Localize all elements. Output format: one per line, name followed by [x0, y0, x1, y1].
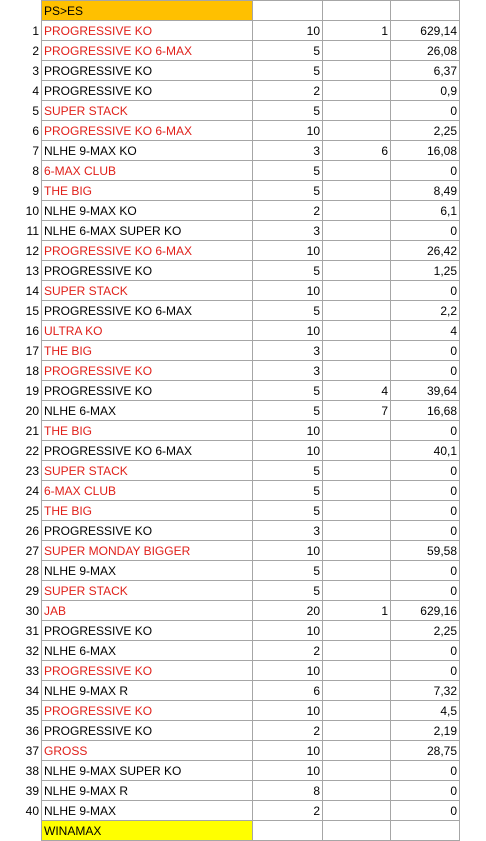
- count-cell[interactable]: 3: [253, 341, 323, 361]
- amount-cell[interactable]: 6,1: [391, 201, 460, 221]
- count-cell[interactable]: 10: [253, 701, 323, 721]
- row-number: 14: [0, 281, 42, 301]
- place-cell[interactable]: [323, 281, 391, 301]
- amount-cell[interactable]: 4: [391, 321, 460, 341]
- count-cell[interactable]: 5: [253, 61, 323, 81]
- table-row: [0, 181, 460, 201]
- place-cell[interactable]: 4: [323, 381, 391, 401]
- count-cell[interactable]: 2: [253, 801, 323, 821]
- amount-cell[interactable]: 16,68: [391, 401, 460, 421]
- table-row: [0, 461, 460, 481]
- row-number: 39: [0, 781, 42, 801]
- tournament-name-cell[interactable]: PROGRESSIVE KO 6-MAX: [42, 241, 253, 261]
- place-cell[interactable]: [323, 241, 391, 261]
- header-row: [0, 1, 460, 21]
- tournament-name-cell[interactable]: PROGRESSIVE KO: [42, 21, 253, 41]
- place-cell[interactable]: [323, 481, 391, 501]
- amount-cell[interactable]: 39,64: [391, 381, 460, 401]
- table-row: [0, 681, 460, 701]
- table-row: [0, 581, 460, 601]
- row-number: [0, 1, 42, 21]
- tournament-name-cell[interactable]: THE BIG: [42, 181, 253, 201]
- table-row: [0, 521, 460, 541]
- count-cell[interactable]: 3: [253, 361, 323, 381]
- tournament-name-cell[interactable]: NLHE 9-MAX R: [42, 781, 253, 801]
- empty-cell[interactable]: [391, 821, 460, 841]
- tournament-name-cell[interactable]: NLHE 9-MAX: [42, 801, 253, 821]
- table-row: [0, 641, 460, 661]
- amount-cell[interactable]: 0: [391, 661, 460, 681]
- tournament-name-cell[interactable]: PROGRESSIVE KO: [42, 701, 253, 721]
- tournament-name-cell[interactable]: SUPER STACK: [42, 281, 253, 301]
- amount-cell[interactable]: 8,49: [391, 181, 460, 201]
- place-cell[interactable]: [323, 701, 391, 721]
- place-cell[interactable]: [323, 441, 391, 461]
- empty-cell[interactable]: [253, 821, 323, 841]
- tournament-name-cell[interactable]: NLHE 9-MAX SUPER KO: [42, 761, 253, 781]
- count-cell[interactable]: 5: [253, 181, 323, 201]
- place-cell[interactable]: [323, 421, 391, 441]
- amount-cell[interactable]: 40,1: [391, 441, 460, 461]
- place-cell[interactable]: [323, 41, 391, 61]
- count-cell[interactable]: 5: [253, 561, 323, 581]
- row-number: 16: [0, 321, 42, 341]
- amount-cell[interactable]: 2,25: [391, 121, 460, 141]
- amount-cell[interactable]: 0: [391, 561, 460, 581]
- place-cell[interactable]: [323, 301, 391, 321]
- table-row: [0, 401, 460, 421]
- row-number: 25: [0, 501, 42, 521]
- empty-cell[interactable]: [323, 1, 391, 21]
- tournament-name-cell[interactable]: PROGRESSIVE KO 6-MAX: [42, 41, 253, 61]
- table-row: [0, 321, 460, 341]
- place-cell[interactable]: [323, 461, 391, 481]
- tournament-name-cell[interactable]: 6-MAX CLUB: [42, 161, 253, 181]
- count-cell[interactable]: 10: [253, 121, 323, 141]
- row-number: 4: [0, 81, 42, 101]
- tournament-name-cell[interactable]: PROGRESSIVE KO: [42, 81, 253, 101]
- table-row: [0, 261, 460, 281]
- place-cell[interactable]: [323, 541, 391, 561]
- amount-cell[interactable]: 0: [391, 361, 460, 381]
- table-row: [0, 101, 460, 121]
- amount-cell[interactable]: 0: [391, 761, 460, 781]
- tournament-name-cell[interactable]: NLHE 9-MAX KO: [42, 141, 253, 161]
- row-number: 26: [0, 521, 42, 541]
- table-row: [0, 241, 460, 261]
- empty-cell[interactable]: [323, 821, 391, 841]
- amount-cell[interactable]: 0: [391, 341, 460, 361]
- amount-cell[interactable]: 629,14: [391, 21, 460, 41]
- place-cell[interactable]: [323, 81, 391, 101]
- table-row: [0, 481, 460, 501]
- count-cell[interactable]: 10: [253, 761, 323, 781]
- row-number: 21: [0, 421, 42, 441]
- count-cell[interactable]: 5: [253, 461, 323, 481]
- place-cell[interactable]: [323, 361, 391, 381]
- table-row: [0, 781, 460, 801]
- amount-cell[interactable]: 2,19: [391, 721, 460, 741]
- tournament-name-cell[interactable]: SUPER MONDAY BIGGER: [42, 541, 253, 561]
- amount-cell[interactable]: 0: [391, 641, 460, 661]
- place-cell[interactable]: [323, 781, 391, 801]
- amount-cell[interactable]: 0: [391, 481, 460, 501]
- tournament-name-cell[interactable]: SUPER STACK: [42, 461, 253, 481]
- tournament-name-cell[interactable]: NLHE 6-MAX: [42, 641, 253, 661]
- row-number: 31: [0, 621, 42, 641]
- table-row: [0, 301, 460, 321]
- tournament-name-cell[interactable]: SUPER STACK: [42, 581, 253, 601]
- tournament-name-cell[interactable]: THE BIG: [42, 421, 253, 441]
- count-cell[interactable]: 10: [253, 741, 323, 761]
- place-cell[interactable]: [323, 621, 391, 641]
- amount-cell[interactable]: 28,75: [391, 741, 460, 761]
- row-number: 37: [0, 741, 42, 761]
- table-row: [0, 541, 460, 561]
- place-cell[interactable]: [323, 61, 391, 81]
- table-row: [0, 741, 460, 761]
- tournament-name-cell[interactable]: NLHE 6-MAX SUPER KO: [42, 221, 253, 241]
- table-row: [0, 441, 460, 461]
- row-number: 32: [0, 641, 42, 661]
- row-number: 27: [0, 541, 42, 561]
- footer-row: [0, 821, 460, 841]
- amount-cell[interactable]: 2,2: [391, 301, 460, 321]
- amount-cell[interactable]: 0: [391, 281, 460, 301]
- row-number: 5: [0, 101, 42, 121]
- table-row: [0, 41, 460, 61]
- table-row: [0, 141, 460, 161]
- count-cell[interactable]: 10: [253, 421, 323, 441]
- table-row: [0, 761, 460, 781]
- count-cell[interactable]: 8: [253, 781, 323, 801]
- place-cell[interactable]: [323, 721, 391, 741]
- table-row: [0, 221, 460, 241]
- section-header-cell[interactable]: PS>ES: [42, 1, 253, 21]
- place-cell[interactable]: [323, 521, 391, 541]
- count-cell[interactable]: 5: [253, 301, 323, 321]
- amount-cell[interactable]: 0: [391, 161, 460, 181]
- amount-cell[interactable]: 4,5: [391, 701, 460, 721]
- row-number: 3: [0, 61, 42, 81]
- count-cell[interactable]: 6: [253, 681, 323, 701]
- count-cell[interactable]: 5: [253, 381, 323, 401]
- table-row: [0, 61, 460, 81]
- table-row: [0, 561, 460, 581]
- count-cell[interactable]: 5: [253, 401, 323, 421]
- table-row: [0, 361, 460, 381]
- row-number: 29: [0, 581, 42, 601]
- table-row: [0, 161, 460, 181]
- amount-cell[interactable]: 1,25: [391, 261, 460, 281]
- empty-cell[interactable]: [253, 1, 323, 21]
- place-cell[interactable]: [323, 201, 391, 221]
- tournament-name-cell[interactable]: PROGRESSIVE KO 6-MAX: [42, 121, 253, 141]
- count-cell[interactable]: 20: [253, 601, 323, 621]
- table-row: [0, 121, 460, 141]
- tournament-name-cell[interactable]: NLHE 9-MAX R: [42, 681, 253, 701]
- table-row: [0, 721, 460, 741]
- tournament-name-cell[interactable]: PROGRESSIVE KO: [42, 61, 253, 81]
- tournament-name-cell[interactable]: THE BIG: [42, 341, 253, 361]
- count-cell[interactable]: 5: [253, 161, 323, 181]
- table-row: [0, 341, 460, 361]
- tournament-name-cell[interactable]: SUPER STACK: [42, 101, 253, 121]
- table-row: [0, 701, 460, 721]
- row-number: 9: [0, 181, 42, 201]
- table-row: [0, 801, 460, 821]
- count-cell[interactable]: 2: [253, 721, 323, 741]
- amount-cell[interactable]: 0: [391, 221, 460, 241]
- row-number: 30: [0, 601, 42, 621]
- count-cell[interactable]: 10: [253, 621, 323, 641]
- place-cell[interactable]: [323, 741, 391, 761]
- row-number: 20: [0, 401, 42, 421]
- amount-cell[interactable]: 629,16: [391, 601, 460, 621]
- count-cell[interactable]: 2: [253, 201, 323, 221]
- tournament-name-cell[interactable]: PROGRESSIVE KO 6-MAX: [42, 441, 253, 461]
- count-cell[interactable]: 10: [253, 21, 323, 41]
- amount-cell[interactable]: 0,9: [391, 81, 460, 101]
- table-row: [0, 201, 460, 221]
- table-row: [0, 601, 460, 621]
- count-cell[interactable]: 3: [253, 141, 323, 161]
- amount-cell[interactable]: 26,08: [391, 41, 460, 61]
- tournament-name-cell[interactable]: PROGRESSIVE KO: [42, 721, 253, 741]
- place-cell[interactable]: [323, 681, 391, 701]
- tournament-name-cell[interactable]: NLHE 9-MAX: [42, 561, 253, 581]
- place-cell[interactable]: 1: [323, 21, 391, 41]
- row-number: 1: [0, 21, 42, 41]
- amount-cell[interactable]: 0: [391, 421, 460, 441]
- table-row: [0, 661, 460, 681]
- row-number: 15: [0, 301, 42, 321]
- tournament-name-cell[interactable]: NLHE 9-MAX KO: [42, 201, 253, 221]
- place-cell[interactable]: [323, 221, 391, 241]
- count-cell[interactable]: 5: [253, 261, 323, 281]
- row-number: 40: [0, 801, 42, 821]
- tournament-name-cell[interactable]: 6-MAX CLUB: [42, 481, 253, 501]
- count-cell[interactable]: 5: [253, 581, 323, 601]
- amount-cell[interactable]: 0: [391, 781, 460, 801]
- place-cell[interactable]: [323, 661, 391, 681]
- amount-cell[interactable]: 0: [391, 501, 460, 521]
- row-number: 34: [0, 681, 42, 701]
- count-cell[interactable]: 10: [253, 281, 323, 301]
- amount-cell[interactable]: 0: [391, 521, 460, 541]
- count-cell[interactable]: 10: [253, 441, 323, 461]
- table-row: [0, 621, 460, 641]
- row-number: 35: [0, 701, 42, 721]
- amount-cell[interactable]: 26,42: [391, 241, 460, 261]
- place-cell[interactable]: [323, 561, 391, 581]
- row-number: 17: [0, 341, 42, 361]
- count-cell[interactable]: 3: [253, 521, 323, 541]
- tournament-name-cell[interactable]: PROGRESSIVE KO: [42, 361, 253, 381]
- amount-cell[interactable]: 0: [391, 581, 460, 601]
- place-cell[interactable]: [323, 641, 391, 661]
- count-cell[interactable]: 2: [253, 641, 323, 661]
- tournament-name-cell[interactable]: JAB: [42, 601, 253, 621]
- tournament-name-cell[interactable]: PROGRESSIVE KO 6-MAX: [42, 301, 253, 321]
- amount-cell[interactable]: 0: [391, 101, 460, 121]
- place-cell[interactable]: 7: [323, 401, 391, 421]
- tournament-name-cell[interactable]: NLHE 6-MAX: [42, 401, 253, 421]
- tournament-name-cell[interactable]: PROGRESSIVE KO: [42, 661, 253, 681]
- place-cell[interactable]: [323, 341, 391, 361]
- table-row: [0, 381, 460, 401]
- table-row: [0, 501, 460, 521]
- row-number: 24: [0, 481, 42, 501]
- tournament-name-cell[interactable]: PROGRESSIVE KO: [42, 261, 253, 281]
- place-cell[interactable]: [323, 501, 391, 521]
- row-number: 10: [0, 201, 42, 221]
- amount-cell[interactable]: 6,37: [391, 61, 460, 81]
- row-number: 13: [0, 261, 42, 281]
- place-cell[interactable]: [323, 101, 391, 121]
- amount-cell[interactable]: 0: [391, 461, 460, 481]
- count-cell[interactable]: 3: [253, 221, 323, 241]
- count-cell[interactable]: 2: [253, 81, 323, 101]
- row-number: 18: [0, 361, 42, 381]
- table-row: [0, 81, 460, 101]
- row-number: [0, 821, 42, 841]
- row-number: 7: [0, 141, 42, 161]
- row-number: 28: [0, 561, 42, 581]
- amount-cell[interactable]: 16,08: [391, 141, 460, 161]
- place-cell[interactable]: [323, 161, 391, 181]
- row-number: 38: [0, 761, 42, 781]
- place-cell[interactable]: [323, 261, 391, 281]
- empty-cell[interactable]: [391, 1, 460, 21]
- row-number: 23: [0, 461, 42, 481]
- place-cell[interactable]: [323, 321, 391, 341]
- count-cell[interactable]: 5: [253, 481, 323, 501]
- row-number: 2: [0, 41, 42, 61]
- tournament-name-cell[interactable]: PROGRESSIVE KO: [42, 521, 253, 541]
- count-cell[interactable]: 10: [253, 321, 323, 341]
- amount-cell[interactable]: 0: [391, 801, 460, 821]
- place-cell[interactable]: [323, 761, 391, 781]
- count-cell[interactable]: 10: [253, 541, 323, 561]
- table-row: [0, 421, 460, 441]
- place-cell[interactable]: [323, 181, 391, 201]
- tournament-name-cell[interactable]: GROSS: [42, 741, 253, 761]
- count-cell[interactable]: 5: [253, 501, 323, 521]
- row-number: 12: [0, 241, 42, 261]
- tournament-name-cell[interactable]: ULTRA KO: [42, 321, 253, 341]
- table-row: [0, 21, 460, 41]
- tournament-name-cell[interactable]: PROGRESSIVE KO: [42, 621, 253, 641]
- place-cell[interactable]: 1: [323, 601, 391, 621]
- amount-cell[interactable]: 7,32: [391, 681, 460, 701]
- count-cell[interactable]: 5: [253, 41, 323, 61]
- place-cell[interactable]: [323, 581, 391, 601]
- row-number: 8: [0, 161, 42, 181]
- row-number: 6: [0, 121, 42, 141]
- section-header-cell[interactable]: WINAMAX: [42, 821, 253, 841]
- row-number: 33: [0, 661, 42, 681]
- tournament-name-cell[interactable]: THE BIG: [42, 501, 253, 521]
- amount-cell[interactable]: 2,25: [391, 621, 460, 641]
- table-row: [0, 281, 460, 301]
- tournament-name-cell[interactable]: PROGRESSIVE KO: [42, 381, 253, 401]
- count-cell[interactable]: 5: [253, 101, 323, 121]
- place-cell[interactable]: [323, 801, 391, 821]
- row-number: 22: [0, 441, 42, 461]
- amount-cell[interactable]: 59,58: [391, 541, 460, 561]
- row-number: 11: [0, 221, 42, 241]
- row-number: 36: [0, 721, 42, 741]
- place-cell[interactable]: 6: [323, 141, 391, 161]
- count-cell[interactable]: 10: [253, 661, 323, 681]
- count-cell[interactable]: 10: [253, 241, 323, 261]
- place-cell[interactable]: [323, 121, 391, 141]
- row-number: 19: [0, 381, 42, 401]
